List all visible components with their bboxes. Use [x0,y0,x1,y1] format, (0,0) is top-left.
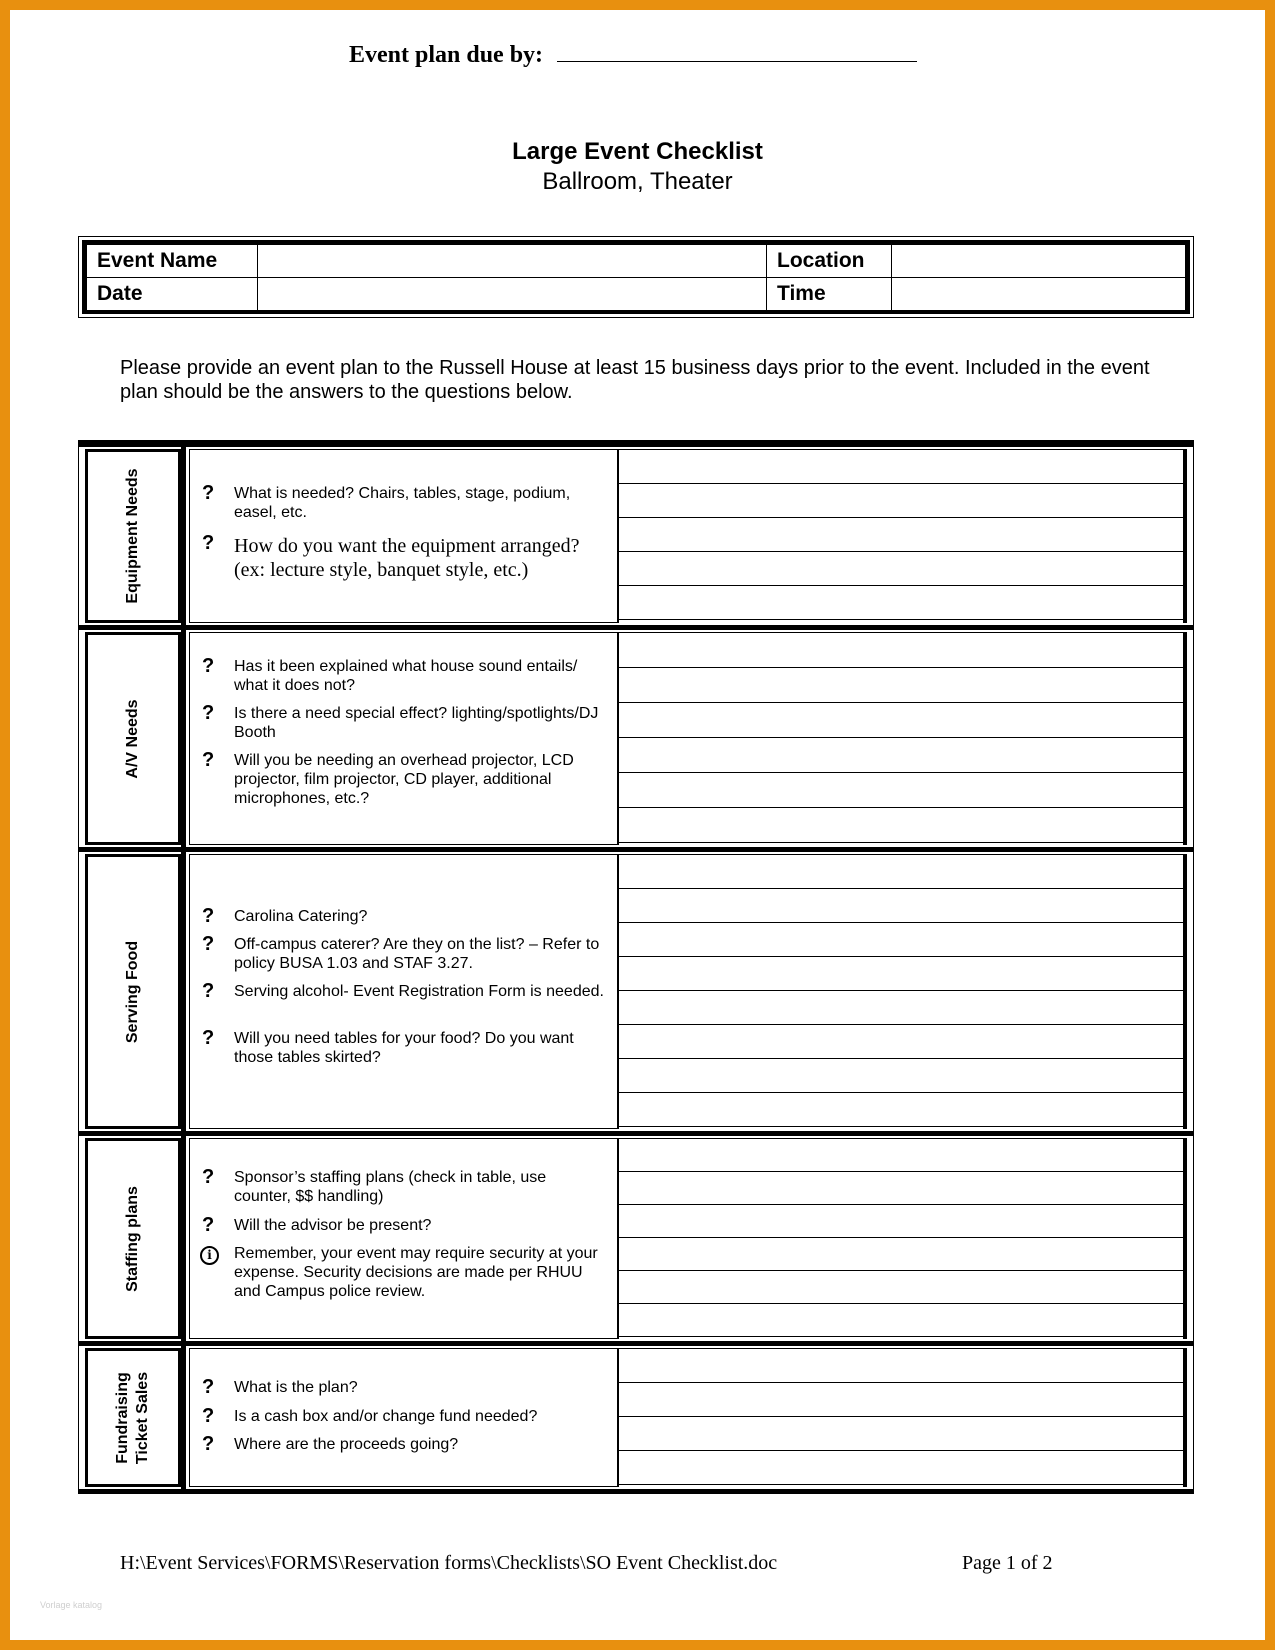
question-text: Serving alcohol- Event Registration Form is needed. [234,983,604,1000]
event-name-field[interactable] [258,245,767,278]
label-divider [181,852,186,1131]
question-text: Off-campus caterer? Are they on the list? – Refer to policy BUSA 1.03 and STAF 3.27. [234,936,600,972]
question-text: Will the advisor be present? [234,1217,432,1234]
question-mark-icon: ? [202,532,215,554]
label-divider [181,1136,186,1341]
question-text: Has it been explained what house sound entails/ what it does not? [234,658,578,694]
label-divider [181,447,186,625]
question-mark-icon: ? [202,980,215,1002]
answer-lines[interactable] [619,632,1187,845]
section-fundraising [79,1346,1193,1489]
question-mark-icon: ? [202,1166,215,1188]
due-date-line [349,42,917,69]
question-text: What is needed? Chairs, tables, stage, podium, easel, etc. [234,485,571,521]
event-info-table [78,236,1194,318]
watermark: Vorlage katalog [40,1600,103,1610]
intro-paragraph: Please provide an event plan to the Russell House at least 15 business days prior to the event. Included in the event plan should be the answers to the questions below. [120,357,1150,403]
section-av [79,630,1193,847]
due-label: Event plan due by: [349,42,544,68]
section-label-line: Fundraising [114,1371,131,1464]
section-label-text: A/V Needs [124,698,141,779]
question-text: Sponsor’s staffing plans (check in table, use counter, $$ handling) [234,1169,547,1205]
answer-lines[interactable] [619,854,1187,1129]
question-text: Is a cash box and/or change fund needed? [234,1408,538,1425]
section-food [79,852,1193,1131]
questions-cell [189,1138,619,1339]
info-icon: i [200,1244,219,1265]
due-date-blank[interactable] [557,57,917,62]
section-label-text: Serving Food [124,940,141,1043]
questions-cell [189,449,619,623]
section-label-text [113,1371,153,1463]
question-mark-icon: ? [202,1214,215,1236]
question-mark-icon: ? [202,655,215,677]
label-divider [181,630,186,847]
question-mark-icon: ? [202,702,215,724]
page-title: Large Event Checklist [512,138,763,165]
footer-page-number: Page 1 of 2 [962,1552,1053,1574]
date-field[interactable] [258,278,767,311]
question-text: Carolina Catering? [234,908,368,925]
question-text: Is there a need special effect? lighting/spotlights/DJ Booth [234,705,599,741]
section-equipment [79,447,1193,625]
page-subtitle: Ballroom, Theater [542,168,733,195]
question-mark-icon: ? [202,1433,215,1455]
question-mark-icon: ? [202,482,215,504]
question-mark-icon: ? [202,1376,215,1398]
question-text: How do you want the equipment arranged? (ex: lecture style, banquet style, etc.) [234,535,580,581]
event-name-label: Event Name [87,245,258,278]
question-text: Where are the proceeds going? [234,1436,459,1453]
answer-lines[interactable] [619,449,1187,623]
section-staffing [79,1136,1193,1341]
question-mark-icon: ? [202,933,215,955]
section-label [85,1138,181,1339]
time-field[interactable] [892,278,1186,311]
answer-lines[interactable] [619,1348,1187,1487]
questions-cell [189,854,619,1129]
question-mark-icon: ? [202,905,215,927]
section-label [85,1348,181,1487]
section-label-text: Staffing plans [124,1185,141,1292]
section-label [85,854,181,1129]
section-label [85,449,181,623]
question-mark-icon: ? [202,1405,215,1427]
location-label: Location [767,245,892,278]
answer-lines[interactable] [619,1138,1187,1339]
date-label: Date [87,278,258,311]
section-label-text: Equipment Needs [124,468,141,604]
question-text: What is the plan? [234,1379,358,1396]
questions-cell [189,632,619,845]
question-mark-icon: ? [202,1027,215,1049]
label-divider [181,1346,186,1489]
question-mark-icon: ? [202,749,215,771]
location-field[interactable] [892,245,1186,278]
footer-file-path: H:\Event Services\FORMS\Reservation forms\Checklists\SO Event Checklist.doc [120,1552,778,1574]
question-text: Will you need tables for your food? Do you want those tables skirted? [234,1030,574,1066]
section-label [85,632,181,845]
checklist-table [78,440,1194,1494]
question-text: Will you be needing an overhead projector, LCD projector, film projector, CD player, additional microphones, etc.? [234,752,574,807]
questions-cell [189,1348,619,1487]
table-bottom-rule [79,1489,1193,1493]
question-text: Remember, your event may require security at your expense. Security decisions are made per RHUU and Campus police review. [234,1245,598,1300]
time-label: Time [767,278,892,311]
section-label-line: Ticket Sales [134,1371,151,1464]
